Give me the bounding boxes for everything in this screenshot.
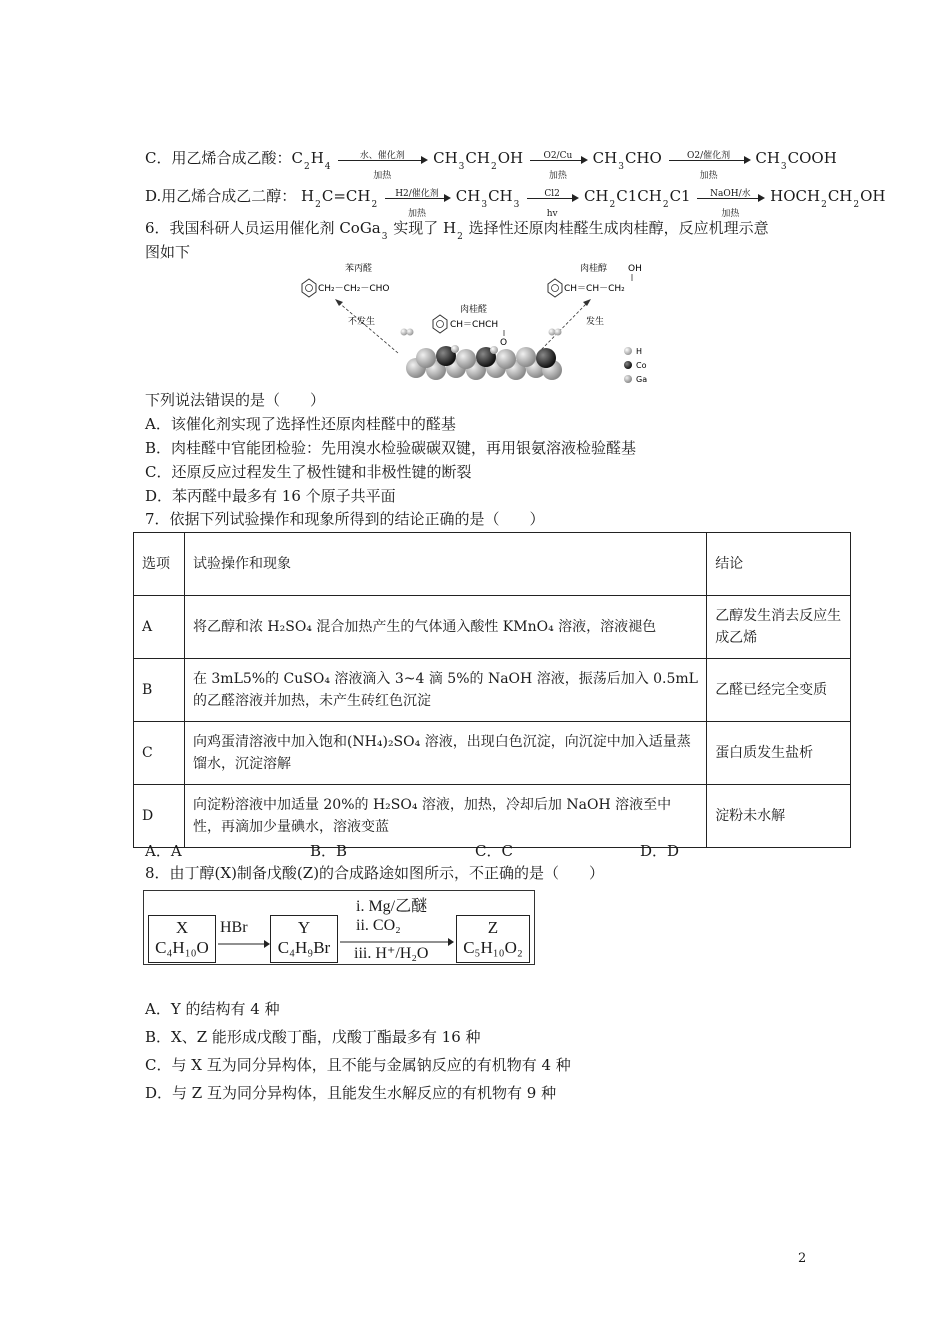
right-product-formula: CH＝CH－CH₂: [564, 284, 625, 294]
reaction-arrow: NaOH/水 加热: [697, 195, 763, 199]
experiment-table: [133, 532, 851, 848]
q8-option-b: B．X、Z 能形成戊酸丁酯，戊酸丁酯最多有 16 种: [145, 1028, 481, 1046]
q6-stem-line1: [145, 218, 769, 241]
compound-x-label: X: [175, 918, 189, 937]
table-row: [134, 722, 851, 785]
row-conclusion: 淀粉未水解: [707, 785, 851, 848]
q8-option-a: A．Y 的结构有 4 种: [145, 1000, 280, 1018]
q7-stem: 7．依据下列试验操作和现象所得到的结论正确的是（ ）: [145, 510, 545, 528]
header-operation: 试验操作和现象: [184, 533, 706, 596]
q7-answer-a: A．A: [145, 842, 182, 860]
benzene-ring-icon: [433, 315, 447, 333]
center-molecule-formula: CH＝CHCH: [450, 320, 499, 330]
legend-h: H: [636, 347, 643, 356]
q7-answer-b: B．B: [310, 842, 348, 860]
row-option: D: [134, 785, 185, 848]
row-conclusion: 乙醛已经完全变质: [707, 659, 851, 722]
compound-y-box: [270, 915, 338, 963]
q6-stem-c: 选择性还原肉桂醛生成肉桂醇，反应机理示意: [463, 219, 769, 237]
d-ethane: $CH_3CH_3$: [455, 187, 520, 210]
q6-sub-3: 3: [381, 232, 388, 242]
q6-option-b: B．肉桂醛中官能团检验：先用溴水检验碳碳双键，再用银氨溶液检验醛基: [145, 439, 637, 457]
q8-stem: 8．由丁醇(X)制备戊酸(Z)的合成路途如图所示，不正确的是（ ）: [145, 864, 605, 882]
row-operation: 将乙醇和浓 H₂SO₄ 混合加热产生的气体通入酸性 KMnO₄ 溶液，溶液褪色: [184, 596, 706, 659]
center-molecule-label: 肉桂醛: [460, 305, 488, 315]
q5-d-label: D.用乙烯合成乙二醇：: [145, 187, 297, 205]
compound-z-box: [456, 915, 530, 963]
reaction-label: 发生: [586, 317, 605, 327]
compound-y-formula: C₄H₉Br: [277, 938, 331, 957]
compound-y-label: Y: [297, 918, 311, 937]
row-conclusion: 乙醇发生消去反应生成乙烯: [707, 596, 851, 659]
step-ii: ii. CO₂: [356, 917, 401, 934]
reaction-arrow: O2/催化剂 加热: [669, 157, 749, 161]
table-row: [134, 659, 851, 722]
d-ethylene: $H_2C=CH_2$: [301, 187, 378, 210]
q5-option-c: [145, 148, 837, 181]
legend-co: Co: [636, 361, 647, 370]
compound-z-label: Z: [487, 918, 499, 937]
q7-answer-c: C．C: [475, 842, 513, 860]
table-header-row: [134, 533, 851, 596]
arrow-icon: [218, 939, 270, 949]
row-operation: 向鸡蛋清溶液中加入饱和(NH₄)₂SO₄ 溶液，出现白色沉淀，向沉淀中加入适量蒸馏水，沉淀溶解: [184, 722, 706, 785]
synthesis-route: [143, 890, 535, 965]
mechanism-figure: [290, 258, 660, 388]
row-option: C: [134, 722, 185, 785]
q6-stem-line2: 图如下: [145, 243, 191, 261]
q5-c-label: C．用乙烯合成乙酸：: [145, 149, 292, 167]
compound-x-box: [148, 915, 216, 963]
q6-stem-b: 实现了 H: [388, 219, 457, 237]
q6-ask: 下列说法错误的是（ ）: [145, 391, 326, 409]
q8-option-d: D．与 Z 互为同分异构体，且能发生水解反应的有机物有 9 种: [145, 1084, 557, 1102]
left-product-label: 苯丙醛: [345, 264, 373, 274]
reaction-arrow: O2/Cu 加热: [530, 157, 586, 161]
d-glycol: $HOCH_2CH_2OH$: [770, 187, 886, 210]
reaction-arrow: H2/催化剂 加热: [385, 195, 449, 199]
q8-option-c: C．与 X 互为同分异构体，且不能与金属钠反应的有机物有 4 种: [145, 1056, 571, 1074]
table-row: [134, 596, 851, 659]
q6-stem-a: 6．我国科研人员运用催化剂 CoGa: [145, 219, 381, 237]
compound-z-formula: C₅H₁₀O₂: [463, 938, 523, 957]
figure-legend: [624, 347, 647, 384]
left-product-formula: CH₂－CH₂－CHO: [318, 284, 390, 294]
page-number: 2: [798, 1251, 807, 1266]
step-i: i. Mg/乙醚: [356, 898, 428, 915]
q5-option-d: [145, 186, 886, 219]
c-acetaldehyde: $CH_3CHO$: [592, 149, 662, 172]
reaction-arrow: $\frac{Cl2}{hv}$: [527, 195, 577, 199]
row-option: A: [134, 596, 185, 659]
q6-sub-2: 2: [457, 232, 463, 242]
row-operation: 向淀粉溶液中加适量 20%的 H₂SO₄ 溶液，加热，冷却后加 NaOH 溶液至中性，再滴加少量碘水，溶液变蓝: [184, 785, 706, 848]
c-ethanol: $CH_3CH_2OH$: [433, 149, 524, 172]
benzene-ring-icon: [302, 279, 316, 297]
row-operation: 在 3mL5%的 CuSO₄ 溶液滴入 3~4 滴 5%的 NaOH 溶液，振荡后加入 0.5mL 的乙醛溶液并加热，未产生砖红色沉淀: [184, 659, 706, 722]
center-molecule-oxygen: O: [500, 338, 508, 348]
right-product-label: 肉桂醇: [580, 264, 608, 274]
header-conclusion: 结论: [707, 533, 851, 596]
table-row: [134, 785, 851, 848]
q7-answer-d: D．D: [640, 842, 680, 860]
c-acetic-acid: $CH_3COOH$: [755, 149, 837, 172]
header-option: 选项: [134, 533, 185, 596]
row-conclusion: 蛋白质发生盐析: [707, 722, 851, 785]
reaction-arrow: 水、催化剂 加热: [338, 157, 426, 161]
no-reaction-label: 不发生: [348, 317, 376, 327]
q6-option-a: A．该催化剂实现了选择性还原肉桂醛中的醛基: [145, 415, 456, 433]
q6-option-d: D．苯丙醛中最多有 16 个原子共平面: [145, 487, 396, 505]
c-ethylene: $C_2H_4$: [291, 149, 331, 172]
q6-option-c: C．还原反应过程发生了极性键和非极性键的断裂: [145, 463, 472, 481]
right-product-oh: OH: [628, 264, 642, 274]
benzene-ring-icon: [548, 279, 562, 297]
legend-ga: Ga: [636, 375, 648, 384]
d-dichloroethane: $CH_2C1CH_2C1$: [583, 187, 691, 210]
row-option: B: [134, 659, 185, 722]
compound-x-formula: C₄H₁₀O: [155, 938, 209, 957]
step-iii: iii. H⁺/H₂O: [354, 945, 429, 962]
catalyst-surface: [406, 345, 562, 380]
reagent-hbr: HBr: [220, 919, 248, 936]
